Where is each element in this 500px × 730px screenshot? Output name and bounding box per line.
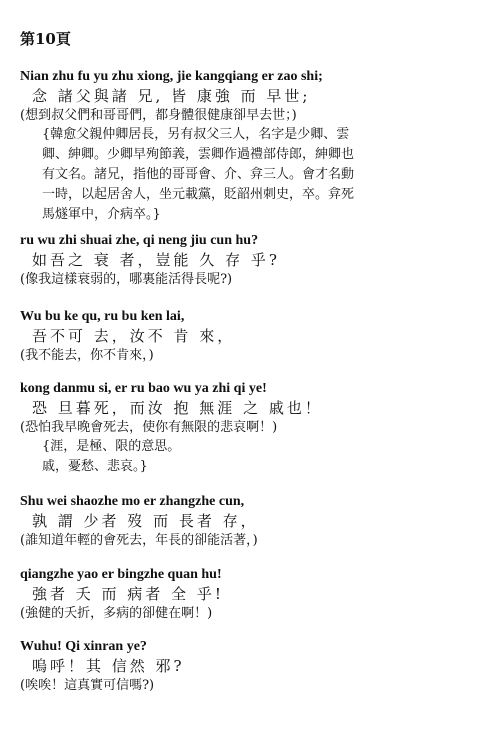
hanzi-line: 恐 旦暮死，而汝 抱 無涯 之 戚也！: [32, 399, 323, 417]
pinyin-line: kong danmu si, er ru bao wu ya zhi qi ye!: [20, 381, 267, 396]
verse-section-4: [20, 380, 490, 477]
translation-line: (我不能去，你不肯來，): [20, 348, 154, 363]
hanzi-line: 強者 夭 而 病者 全 乎!: [32, 585, 224, 603]
translation-line: (唉唉！這真實可信嗎?): [20, 678, 155, 693]
pinyin-line: Shu wei shaozhe mo er zhangzhe cun,: [20, 494, 245, 509]
hanzi-line: 吾不可 去，汝不 肯 來，: [32, 327, 236, 345]
note-line: 一時，以起居舍人，坐元載黨，貶韶州刺史，卒。弇死: [42, 187, 355, 202]
hanzi-line: 嗚呼！其 信然 邪?: [32, 657, 185, 675]
verse-section-2: [20, 232, 490, 289]
note-line: {涯，是極、限的意思。: [42, 439, 181, 454]
translation-line: (想到叔父們和哥哥們，都身體很健康卻早去世；): [20, 108, 297, 123]
annotation-note: [42, 125, 490, 225]
hanzi-line: 如吾之 衰 者，豈能 久 存 乎?: [32, 251, 280, 269]
verse-section-5: [20, 493, 490, 550]
pinyin-line: Wu bu ke qu, ru bu ken lai,: [20, 309, 185, 324]
verse-section-3: [20, 308, 490, 365]
verse-section-6: [20, 566, 490, 623]
translation-line: (誰知道年輕的會死去，年長的卻能活著，): [20, 533, 258, 548]
pinyin-line: Nian zhu fu yu zhu xiong, jie kangqiang er zao shi;: [20, 69, 323, 84]
note-line: 有文名。諸兄，指他的哥哥會、介、弇三人。會才名動: [42, 167, 355, 182]
pinyin-line: Wuhu! Qi xinran ye?: [20, 639, 147, 654]
page-title: 第10頁: [20, 30, 71, 48]
translation-line: (恐怕我早晚會死去，使你有無限的悲哀啊！): [20, 420, 278, 435]
note-line: 卿、紳卿。少卿早殉節義，雲卿作過禮部侍郎，紳卿也: [42, 147, 355, 162]
pinyin-line: ru wu zhi shuai zhe, qi neng jiu cun hu?: [20, 233, 259, 248]
note-line: 戚，憂愁、悲哀。}: [42, 459, 148, 474]
pinyin-line: qiangzhe yao er bingzhe quan hu!: [20, 567, 222, 582]
translation-line: (強健的夭折，多病的卻健在啊！): [20, 606, 213, 621]
note-line: 馬燧軍中，介病卒。}: [42, 207, 161, 222]
annotation-note: [42, 437, 490, 477]
verse-section-7: [20, 638, 490, 695]
hanzi-line: 念 諸父與諸 兄, 皆 康強 而 早世;: [32, 87, 311, 105]
note-line: {韓愈父親仲卿居長，另有叔父三人，名字是少卿、雲: [42, 127, 350, 142]
verse-section-1: [20, 68, 490, 225]
hanzi-line: 孰 謂 少者 歿 而 長者 存，: [32, 512, 259, 530]
translation-line: (像我這樣衰弱的，哪裏能活得長呢?): [20, 272, 233, 287]
